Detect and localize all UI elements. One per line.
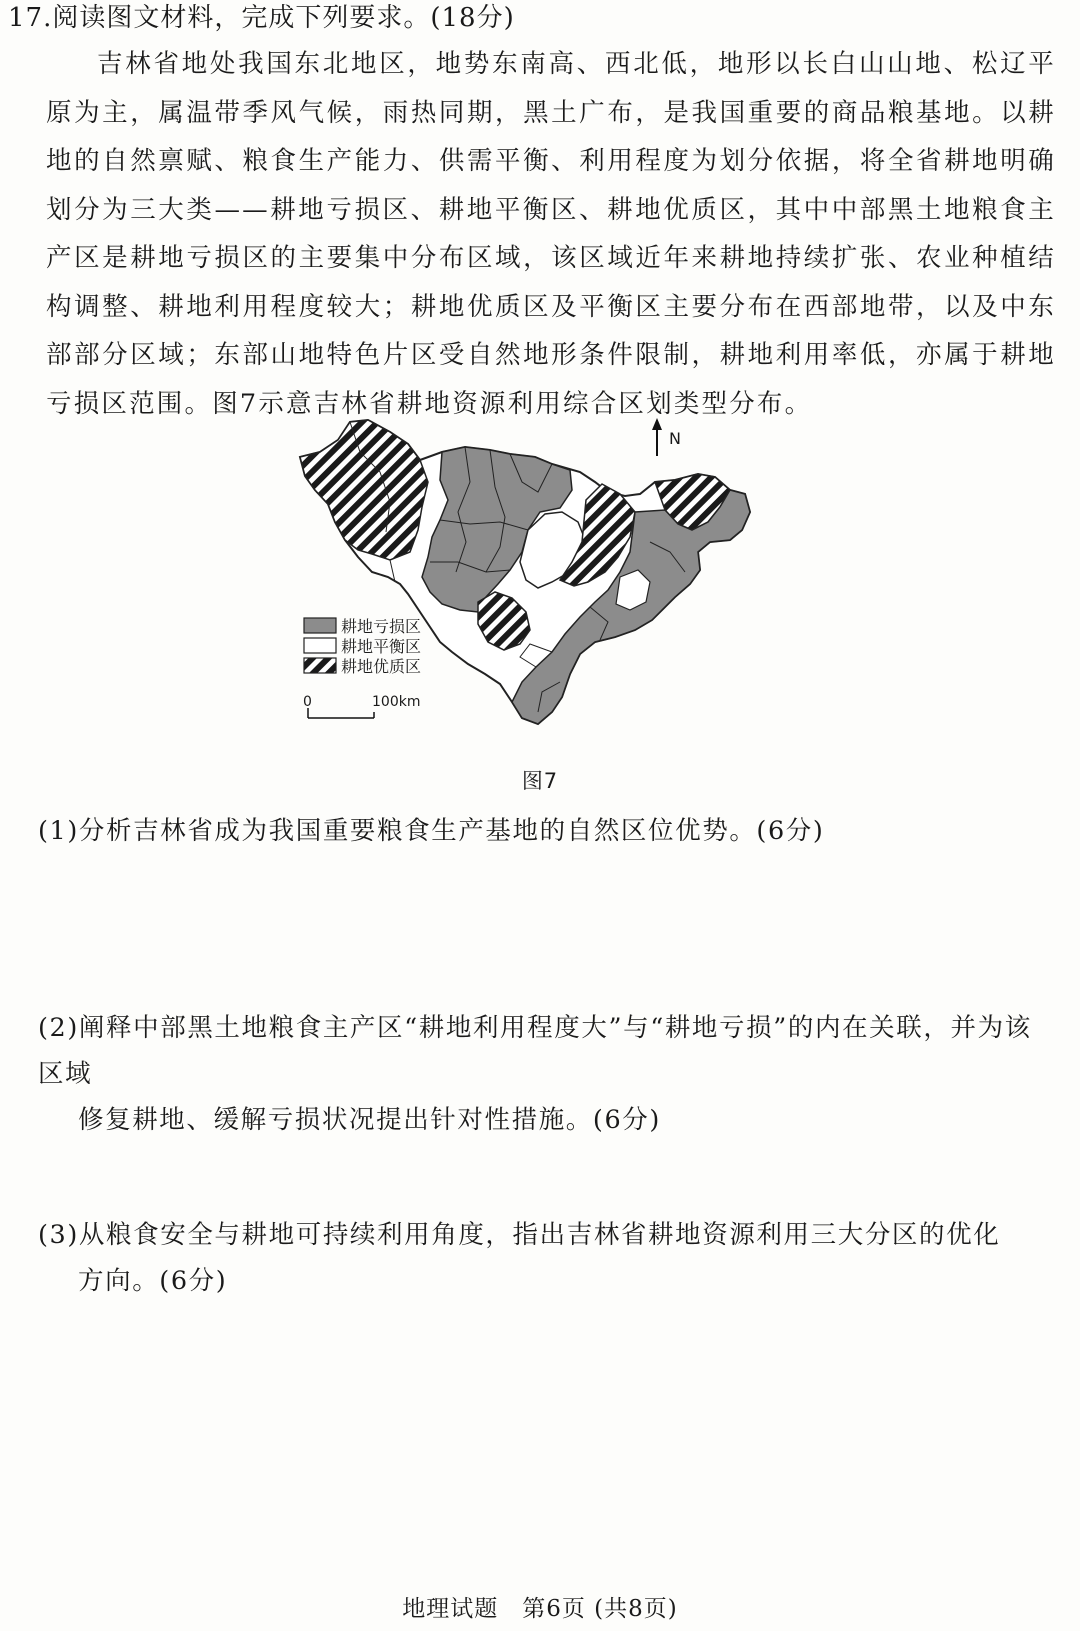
sub-question-2-continuation: 修复耕地、缓解亏损状况提出针对性措施。(6分) <box>78 1105 661 1135</box>
sub-question-3 <box>38 1212 1058 1304</box>
sub-question-2 <box>38 1005 1058 1143</box>
page-footer: 地理试题 第6页 (共8页) <box>402 1596 678 1622</box>
legend-label-quality: 耕地优质区 <box>341 657 422 676</box>
sub-question-2-text: (2)阐释中部黑土地粮食主产区“耕地利用程度大”与“耕地亏损”的内在关联，并为该区域 <box>38 1013 1032 1089</box>
scale-bar <box>303 694 420 718</box>
legend-swatch-balance <box>304 638 336 653</box>
scale-distance: 100km <box>372 694 421 710</box>
scale-zero: 0 <box>303 694 312 710</box>
jilin-land-map <box>290 412 770 762</box>
figure-caption: 图7 <box>521 769 559 793</box>
north-arrow-icon <box>652 418 662 456</box>
sub-question-1-text: (1)分析吉林省成为我国重要粮食生产基地的自然区位优势。(6分) <box>38 816 825 846</box>
sub-question-1 <box>38 808 1058 854</box>
map-region-west-quality <box>300 420 428 560</box>
legend-label-balance: 耕地平衡区 <box>341 637 422 656</box>
question-passage: 吉林省地处我国东北地区，地势东南高、西北低，地形以长白山山地、松辽平原为主，属温带季风气候，雨热同期，黑土广布，是我国重要的商品粮基地。以耕地的自然禀赋、粮食生产能力、供需平衡、利用程度为划分依据，将全省耕地明确划分为三大类——耕地亏损区、耕地平衡区、耕地优质区，其中中部黑土地粮食主产区是耕地亏损区的主要集中分布区域，该区域近年来耕地持续扩张、农业种植结构调整、耕地利用程度较大；耕地优质区及平衡区主要分布在西部地带，以及中东部部分区域；东部山地特色片区受自然地形条件限制，耕地利用率低，亦属于耕地亏损区范围。图7示意吉林省耕地资源利用综合区划类型分布。 <box>46 49 1056 419</box>
north-label: N <box>669 429 681 448</box>
legend-swatch-quality <box>304 658 336 673</box>
legend-label-loss: 耕地亏损区 <box>341 617 422 636</box>
map-legend <box>304 617 421 676</box>
map-svg <box>290 412 770 762</box>
legend-swatch-loss <box>304 618 336 633</box>
sub-question-3-text: (3)从粮食安全与耕地可持续利用角度，指出吉林省耕地资源利用三大分区的优化 <box>38 1220 1001 1250</box>
sub-question-3-continuation: 方向。(6分) <box>78 1266 228 1296</box>
question-header: 17.阅读图文材料，完成下列要求。(18分) <box>8 3 515 33</box>
